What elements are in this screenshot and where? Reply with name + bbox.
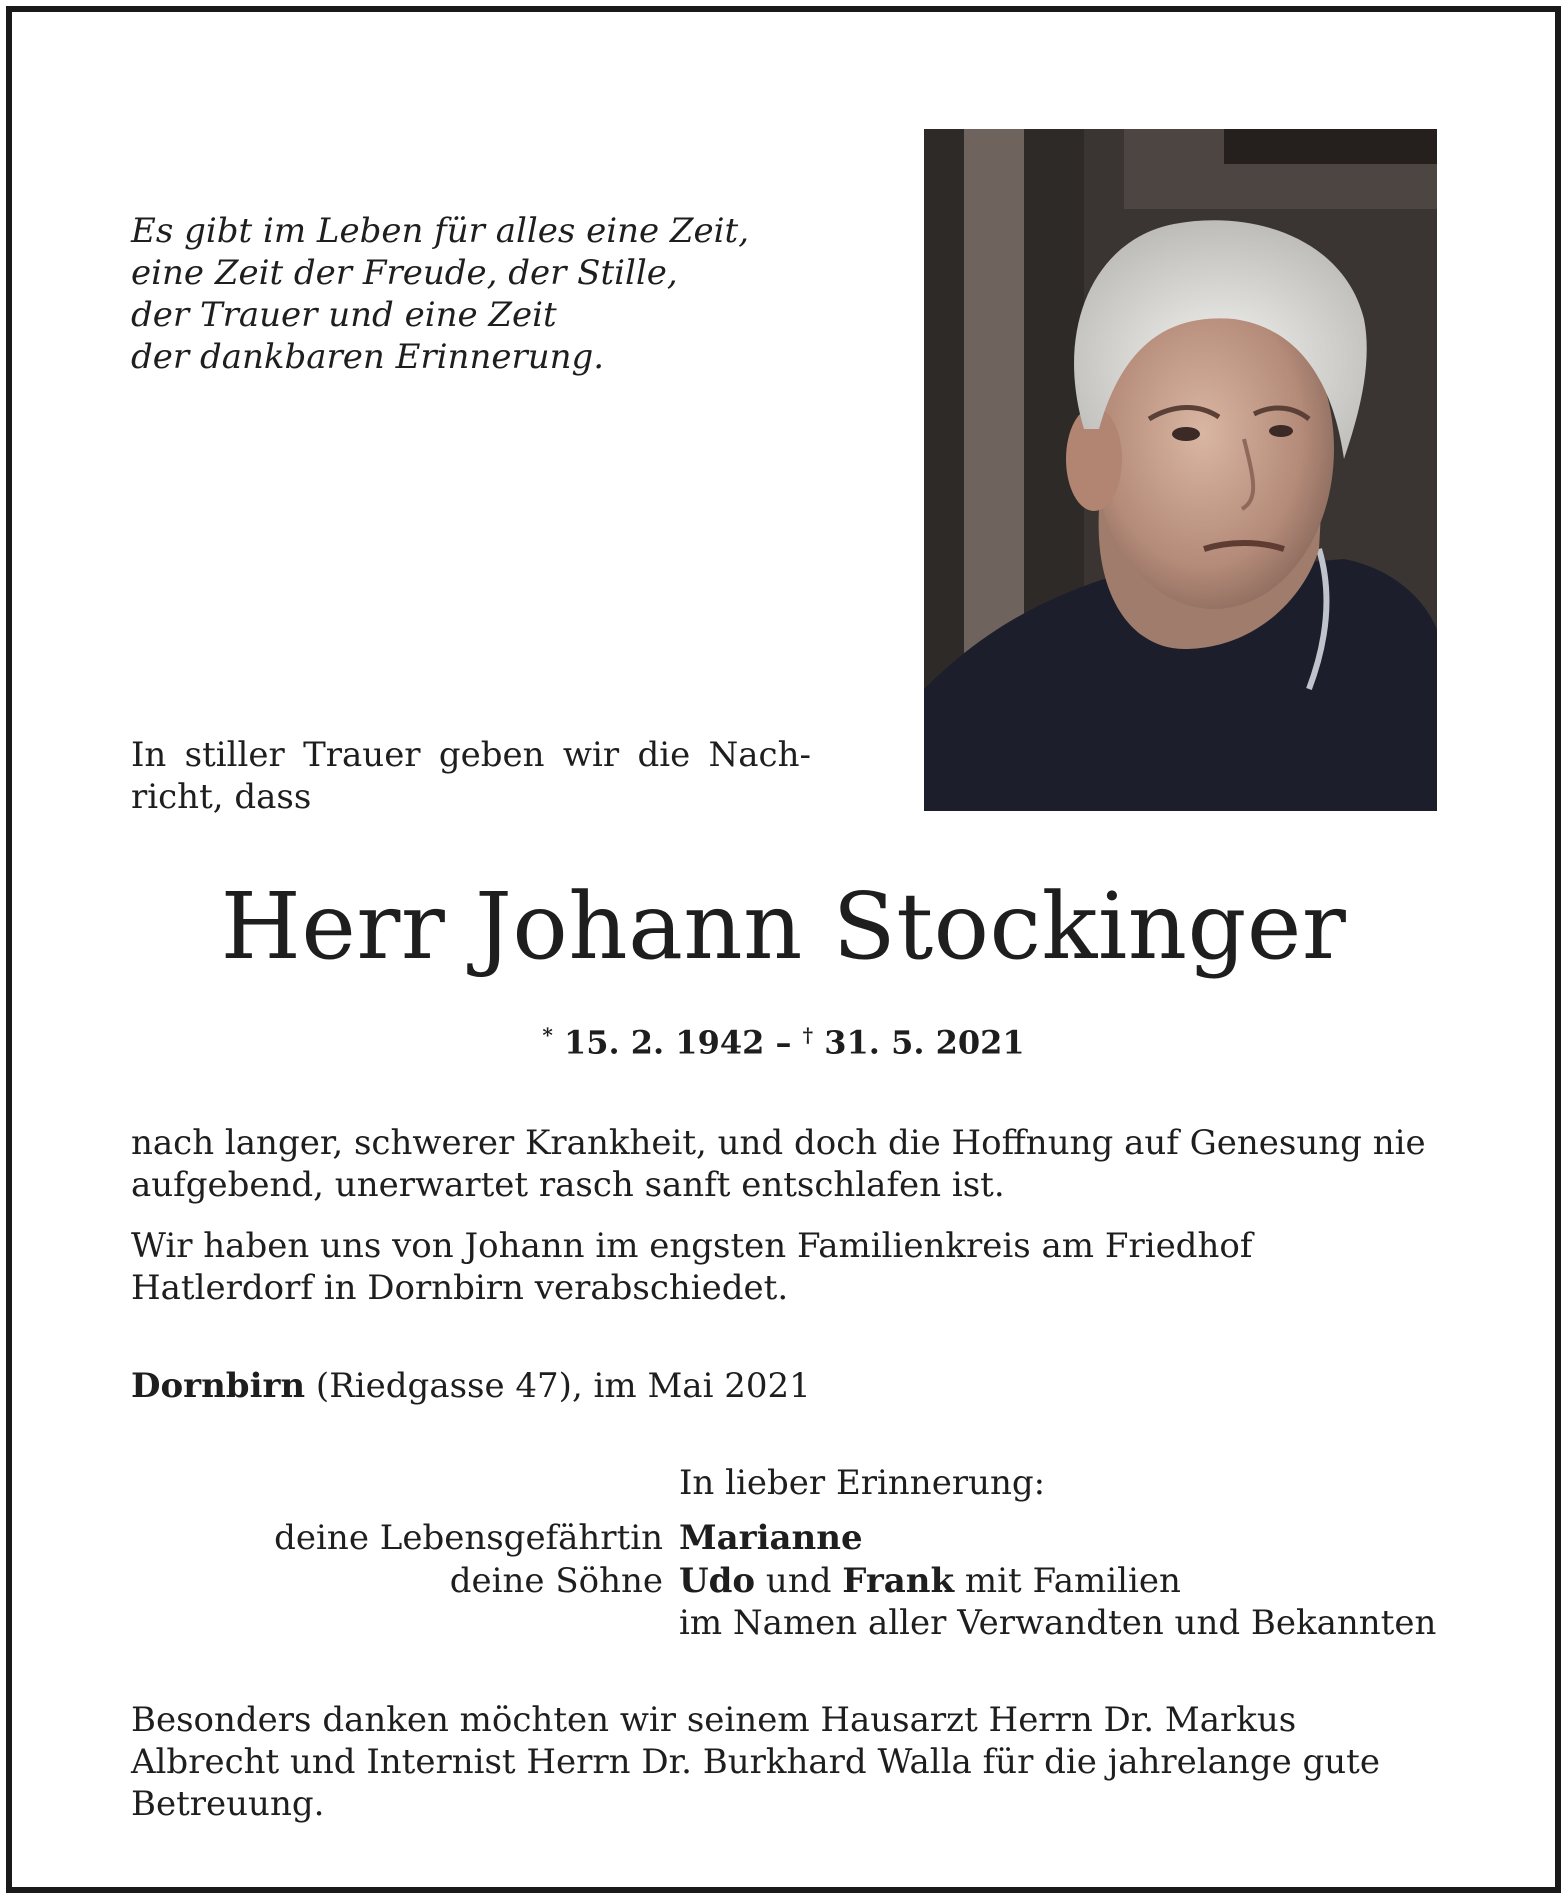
quote-line: Es gibt im Leben für alles eine Zeit,: [131, 211, 750, 251]
deceased-name: Herr Johann Stockinger: [220, 873, 1347, 980]
partner-name-row: [679, 1517, 863, 1559]
birth-date: 15. 2. 1942: [563, 1023, 765, 1062]
intro-text: In stiller Trauer geben wir die Nach-richt, dass: [131, 735, 811, 817]
place-and-date: [131, 1365, 811, 1407]
portrait-photo: [924, 129, 1437, 811]
farewell-paragraph: Wir haben uns von Johann im engsten Familienkreis am Friedhof Hatlerdorf in Dornbirn verabschiedet.: [131, 1226, 1253, 1308]
memorial-quote: [131, 210, 749, 378]
with-families: mit Familien: [954, 1561, 1181, 1601]
son-name: Udo: [679, 1561, 756, 1601]
death-date: 31. 5. 2021: [824, 1023, 1025, 1062]
relatives-line: im Namen aller Verwandten und Bekannten: [679, 1603, 1437, 1643]
quote-line: der Trauer und eine Zeit: [131, 295, 557, 335]
partner-label: deine Lebensgefährtin: [274, 1518, 663, 1558]
son-name: Frank: [842, 1561, 955, 1601]
portrait-icon: [924, 129, 1437, 811]
quote-line: der dankbaren Erinnerung.: [131, 337, 605, 377]
birth-symbol: *: [542, 1023, 553, 1047]
death-symbol: †: [802, 1023, 814, 1047]
place-city: Dornbirn: [131, 1366, 306, 1406]
sons-names-row: [679, 1560, 1181, 1602]
conjunction: und: [755, 1561, 843, 1601]
place-details: (Riedgasse 47), im Mai 2021: [305, 1366, 811, 1406]
partner-name: Marianne: [679, 1518, 863, 1558]
sons-label: deine Söhne: [449, 1561, 663, 1601]
thanks-paragraph: Besonders danken möchten wir seinem Hausarzt Herrn Dr. Markus Albrecht und Internist Herrn Dr. Burkhard Walla für die jahrelange gute Betreuung.: [131, 1700, 1380, 1824]
quote-line: eine Zeit der Freude, der Stille,: [131, 253, 678, 293]
passing-paragraph: nach langer, schwerer Krankheit, und doch die Hoffnung auf Genesung nie aufgebend, unerwartet rasch sanft entschlafen ist.: [131, 1123, 1426, 1205]
memory-heading: In lieber Erinnerung:: [679, 1463, 1046, 1503]
date-dash: –: [775, 1023, 792, 1062]
life-dates: [0, 1015, 1567, 1063]
